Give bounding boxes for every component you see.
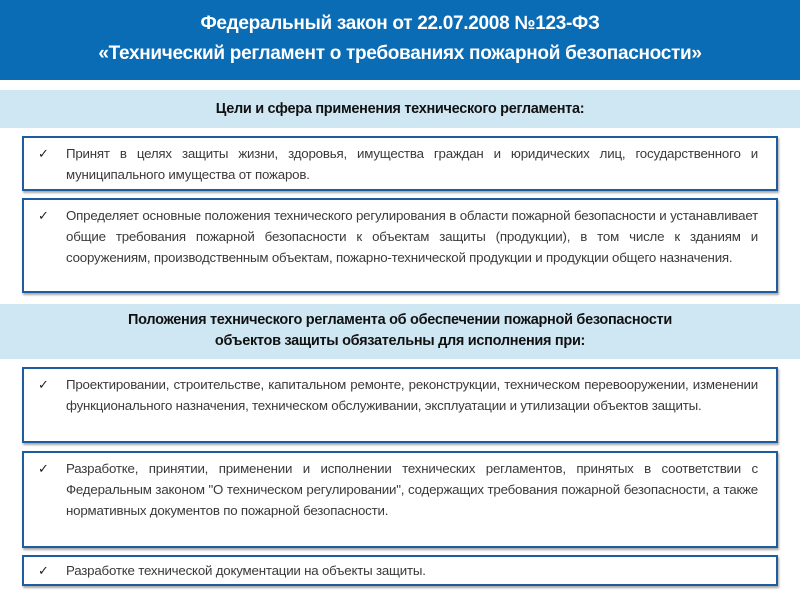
list-item-text: Проектировании, строительстве, капитальном ремонте, реконструкции, техническом перевооружении, изменении функционального назначения, техническом обслуживании, эксплуатации и утилизации объектов защиты.: [66, 377, 758, 413]
section2-heading-line1: Положения технического регламента об обеспечении пожарной безопасности: [128, 312, 672, 328]
header-title-line1: Федеральный закон от 22.07.2008 №123-ФЗ: [200, 13, 600, 34]
checkmark-icon: ✓: [38, 208, 49, 223]
checkmark-icon: ✓: [38, 146, 49, 161]
list-item: [22, 198, 778, 293]
list-item: [22, 555, 778, 586]
checkmark-icon: ✓: [38, 377, 49, 392]
list-item-text: Принят в целях защиты жизни, здоровья, имущества граждан и юридических лиц, государственного и муниципального имущества от пожаров.: [66, 146, 758, 182]
section2-heading: [0, 304, 800, 359]
section2-heading-line2: объектов защиты обязательны для исполнения при:: [214, 333, 586, 349]
list-item-text: Разработке технической документации на объекты защиты.: [66, 563, 426, 578]
checkmark-icon: ✓: [38, 563, 49, 578]
list-item: [22, 367, 778, 443]
slide-header: [0, 0, 800, 80]
list-item-text: Определяет основные положения технического регулирования в области пожарной безопасности и устанавливает общие требования пожарной безопасности к объектам защиты (продукции), в том числе к зданиям и сооружениям, производственным объектам, пожарно-технической продукции и продукции общего назначения.: [66, 208, 758, 265]
list-item: [22, 136, 778, 191]
list-item-text: Разработке, принятии, применении и исполнении технических регламентов, принятых в соответствии с Федеральным законом "О техническом регулировании", содержащих требования пожарной безопасности, а также нормативных документов по пожарной безопасности.: [66, 461, 758, 518]
section1-heading: Цели и сфера применения технического регламента:: [0, 90, 800, 128]
checkmark-icon: ✓: [38, 461, 49, 476]
header-title-line2: «Технический регламент о требованиях пожарной безопасности»: [98, 43, 702, 64]
list-item: [22, 451, 778, 548]
